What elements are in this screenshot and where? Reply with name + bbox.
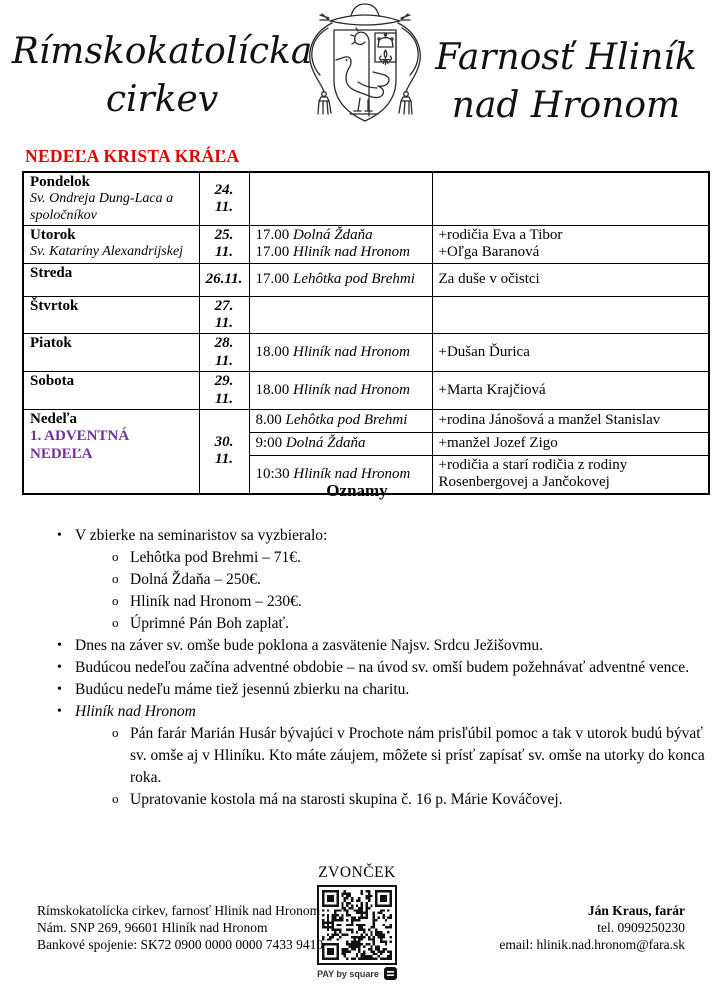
intention-line: Za duše v očistci: [438, 270, 540, 287]
intention-line: +Marta Krajčiová: [438, 381, 546, 398]
sub-bullet-icon: o: [112, 791, 119, 806]
date-cell: 30. 11.: [199, 409, 249, 493]
mass-cell: [249, 432, 432, 455]
announcement-subitem: [55, 547, 705, 569]
announcements-title: Oznamy: [326, 481, 388, 500]
announcement-subitem: [55, 613, 705, 635]
parish-contact-line: Rímskokatolícka cirkev, farnosť Hliník nad Hronom: [37, 903, 321, 918]
announcements-list: [55, 525, 705, 811]
mass-line: [256, 344, 426, 361]
schedule-row: [23, 372, 709, 410]
announcement-text: Dnes na záver sv. omše bude poklona a zasvätenie Najsv. Srdcu Ježišovmu.: [75, 637, 544, 654]
payment-qr-code: [317, 885, 397, 965]
day-name: Nedeľa: [30, 410, 78, 427]
announcement-subtext: Upratovanie kostola má na starosti skupina č. 16 p. Márie Kováčovej.: [130, 791, 563, 808]
mass-time: 18.00: [255, 344, 293, 361]
mass-place: Lehôtka pod Brehmi: [293, 270, 415, 287]
bullet-icon: •: [57, 528, 62, 543]
announcement-subtext: Lehôtka pod Brehmi – 71€.: [130, 549, 301, 566]
mass-line: [256, 412, 426, 429]
mass-place: Dolná Ždaňa: [293, 226, 373, 243]
pay-by-square-logo-icon: [384, 967, 397, 980]
mass-time: 18.00: [255, 381, 293, 398]
schedule-row: [23, 409, 709, 432]
parish-address-line: Nám. SNP 269, 96601 Hliník nad Hronom: [37, 920, 268, 935]
day-cell: [23, 263, 199, 296]
intention-line: +Oľga Baranová: [438, 244, 540, 261]
pay-by-square-label: PAY by square: [317, 968, 379, 979]
sub-bullet-icon: o: [112, 593, 119, 608]
announcement-item: [55, 679, 705, 701]
mass-line: [256, 244, 426, 261]
schedule-table-body: [23, 172, 709, 494]
sub-bullet-icon: o: [112, 571, 119, 586]
bullet-icon: •: [57, 682, 62, 697]
announcement-text: Budúcu nedeľu máme tiež jesennú zbierku na charitu.: [75, 681, 410, 698]
schedule-row: [23, 334, 709, 372]
intention-cell: +manžel Jozef Zigo: [432, 432, 709, 455]
mass-place: Hliník nad Hronom: [293, 381, 410, 398]
advent-subtitle: 1. ADVENTNÁ NEDEĽA: [30, 428, 130, 462]
parish-bank-line: Bankové spojenie: SK72 0900 0000 0000 7433 9410: [37, 937, 324, 952]
parish-name-line1: Farnosť Hliník: [435, 37, 697, 78]
day-cell: [23, 296, 199, 334]
announcement-subtext: Pán farár Marián Husár bývajúci v Prochote nám prisľúbil pomoc a tak v utorok budú bývať sv. omše aj v Hliníku. Kto máte záujem, môžete si prísť zapísať sv. omše na utorky do konca roka.: [130, 725, 705, 786]
intention-cell: [432, 263, 709, 296]
mass-time: 10:30: [255, 465, 294, 482]
bullet-icon: •: [57, 660, 62, 675]
day-cell: [23, 225, 199, 263]
org-name-line1: Rímskokatolícka: [11, 31, 313, 72]
date-cell: 29. 11.: [199, 372, 249, 410]
day-name: Štvrtok: [30, 297, 79, 314]
announcement-text: Hliník nad Hronom: [75, 703, 196, 720]
mass-time: 8.00: [255, 412, 286, 429]
intention-cell: [432, 296, 709, 334]
mass-cell: [249, 225, 432, 263]
mass-cell: [249, 372, 432, 410]
schedule-row: [23, 263, 709, 296]
mass-line: [256, 271, 426, 288]
mass-time: 17.00: [255, 270, 293, 287]
intention-cell: +rodina Jánošová a manžel Stanislav: [432, 409, 709, 432]
bullet-icon: •: [57, 704, 62, 719]
announcement-text: Budúcou nedeľou začína adventné obdobie – na úvod sv. omší budem požehnávať adventné vence.: [75, 659, 690, 676]
announcement-item: [55, 525, 705, 547]
date-cell: 27. 11.: [199, 296, 249, 334]
week-title: NEDEĽA KRISTA KRÁĽA: [25, 146, 240, 166]
announcement-subitem: [55, 569, 705, 591]
announcement-text: V zbierke na seminaristov sa vyzbieralo:: [75, 527, 328, 544]
day-cell: [23, 372, 199, 410]
announcement-subitem: [55, 723, 705, 789]
parish-name: [418, 34, 714, 130]
announcement-subitem: [55, 789, 705, 811]
mass-time: 17.00: [255, 244, 293, 261]
feast-name: Sv. Kataríny Alexandrijskej: [30, 244, 184, 260]
mass-place: Hliník nad Hronom: [293, 244, 410, 261]
sub-bullet-icon: o: [112, 615, 119, 630]
day-name: Sobota: [30, 373, 75, 390]
day-name: Piatok: [30, 335, 72, 352]
mass-place: Hliník nad Hronom: [293, 344, 410, 361]
announcement-item: [55, 657, 705, 679]
intention-cell: [432, 172, 709, 225]
mass-cell: [249, 334, 432, 372]
announcement-item: [55, 635, 705, 657]
schedule-row: [23, 225, 709, 263]
intention-cell: +rodičia a starí rodičia z rodiny Rosenbergovej a Jančokovej: [432, 455, 709, 493]
sub-bullet-icon: o: [112, 725, 119, 740]
pay-by-square-row: [0, 967, 714, 980]
mass-cell: [249, 172, 432, 225]
priest-contact-block: [499, 902, 685, 953]
priest-email: email: hlinik.nad.hronom@fara.sk: [499, 937, 685, 952]
day-name: Pondelok: [30, 174, 91, 190]
mass-cell: [249, 296, 432, 334]
feast-name: Sv. Ondreja Dung-Laca a spoločníkov: [30, 191, 174, 223]
announcement-subitem: [55, 591, 705, 613]
date-cell: 26.11.: [199, 263, 249, 296]
bell-title: ZVONČEK: [318, 864, 396, 881]
mass-place: Lehôtka pod Brehmi: [285, 412, 408, 429]
intention-cell: [432, 225, 709, 263]
intention-line: +Dušan Ďurica: [438, 344, 530, 361]
mass-place: Hliník nad Hronom: [293, 465, 411, 482]
mass-cell: [249, 409, 432, 432]
announcement-subtext: Úprimné Pán Boh zaplať.: [130, 615, 290, 632]
schedule-row: [23, 172, 709, 225]
date-cell: 24. 11.: [199, 172, 249, 225]
day-cell: [23, 334, 199, 372]
qr-code-icon: [322, 890, 392, 960]
mass-line: [256, 435, 426, 452]
intention-cell: [432, 334, 709, 372]
bishop-coat-of-arms-icon: [296, 0, 434, 138]
day-cell: [23, 172, 199, 225]
announcement-subtext: Hliník nad Hronom – 230€.: [130, 593, 302, 610]
date-cell: 28. 11.: [199, 334, 249, 372]
announcement-item: [55, 701, 705, 723]
priest-name: Ján Kraus, farár: [587, 903, 685, 918]
announcement-subtext: Dolná Ždaňa – 250€.: [130, 571, 261, 588]
intention-cell: [432, 372, 709, 410]
bullet-icon: •: [57, 638, 62, 653]
mass-place: Dolná Ždaňa: [285, 435, 366, 452]
mass-line: [256, 382, 426, 399]
intention-line: +rodičia Eva a Tibor: [438, 226, 563, 243]
parish-name-line2: nad Hronom: [451, 85, 681, 126]
org-name-line2: cirkev: [105, 79, 219, 120]
date-cell: 25. 11.: [199, 225, 249, 263]
mass-line: [256, 227, 426, 244]
sub-bullet-icon: o: [112, 549, 119, 564]
day-name: Streda: [30, 264, 73, 281]
schedule-row: [23, 296, 709, 334]
priest-phone: tel. 0909250230: [597, 920, 685, 935]
parish-contact-block: [37, 902, 323, 953]
mass-time: 9:00: [255, 435, 286, 452]
mass-cell: [249, 263, 432, 296]
mass-time: 17.00: [255, 226, 293, 243]
org-name: [10, 28, 314, 124]
day-name: Utorok: [30, 226, 76, 243]
schedule-table: [22, 171, 710, 495]
